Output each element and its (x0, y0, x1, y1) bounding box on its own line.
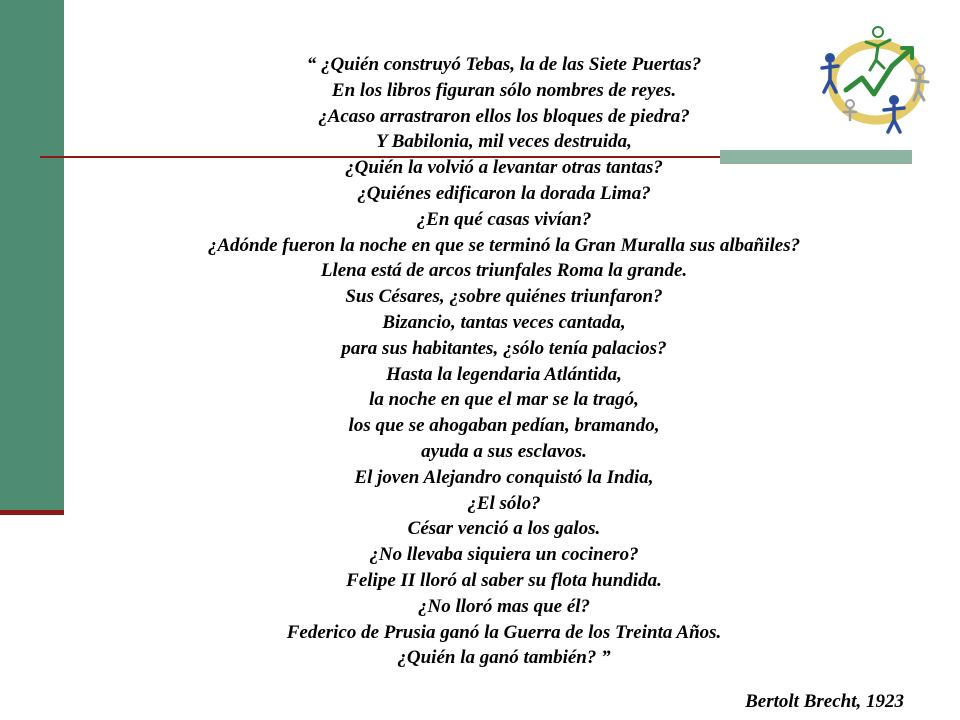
poem-line: ¿No lloró mas que él? (417, 595, 591, 617)
poem-line: Felipe II lloró al saber su flota hundida. (346, 569, 662, 591)
poem-line: En los libros figuran sólo nombres de reyes. (331, 79, 677, 101)
left-accent-underline (0, 510, 64, 515)
poem-line: ¿Quién la ganó también? ” (397, 647, 611, 669)
poem-line: Bizancio, tantas veces cantada, (382, 311, 626, 333)
author-attribution: Bertolt Brecht, 1923 (745, 691, 904, 712)
poem-line: El joven Alejandro conquistó la India, (354, 466, 654, 488)
left-accent-bar (0, 0, 64, 512)
poem-line: Federico de Prusia ganó la Guerra de los Treinta Años. (286, 621, 722, 643)
poem-line: ¿El sólo? (467, 492, 541, 514)
poem-text (64, 52, 944, 671)
poem-line: ayuda a sus esclavos. (421, 440, 587, 462)
poem-line: para sus habitantes, ¿sólo tenía palacios? (341, 337, 667, 359)
poem-line: la noche en que el mar se la tragó, (369, 389, 639, 411)
poem-line: ¿Adónde fueron la noche en que se terminó la Gran Muralla sus albañiles? (207, 234, 801, 256)
poem-line: Sus Césares, ¿sobre quiénes triunfaron? (345, 286, 663, 308)
poem-line: Y Babilonia, mil veces destruida, (376, 131, 632, 153)
poem-line: César venció a los galos. (407, 518, 601, 540)
poem-line: Hasta la legendaria Atlántida, (386, 363, 622, 385)
poem-line: los que se ahogaban pedían, bramando, (348, 415, 660, 437)
poem-line: ¿Quiénes edificaron la dorada Lima? (357, 182, 651, 204)
poem-line: ¿Acaso arrastraron ellos los bloques de piedra? (318, 105, 690, 127)
poem-line: “ ¿Quién construyó Tebas, la de las Siete Puertas? (306, 54, 702, 75)
poem-line: ¿No llevaba siquiera un cocinero? (369, 544, 639, 566)
poem-line: ¿En qué casas vivían? (416, 208, 592, 230)
poem-line: Llena está de arcos triunfales Roma la grande. (320, 260, 688, 282)
poem-line: ¿Quién la volvió a levantar otras tantas? (345, 157, 663, 179)
